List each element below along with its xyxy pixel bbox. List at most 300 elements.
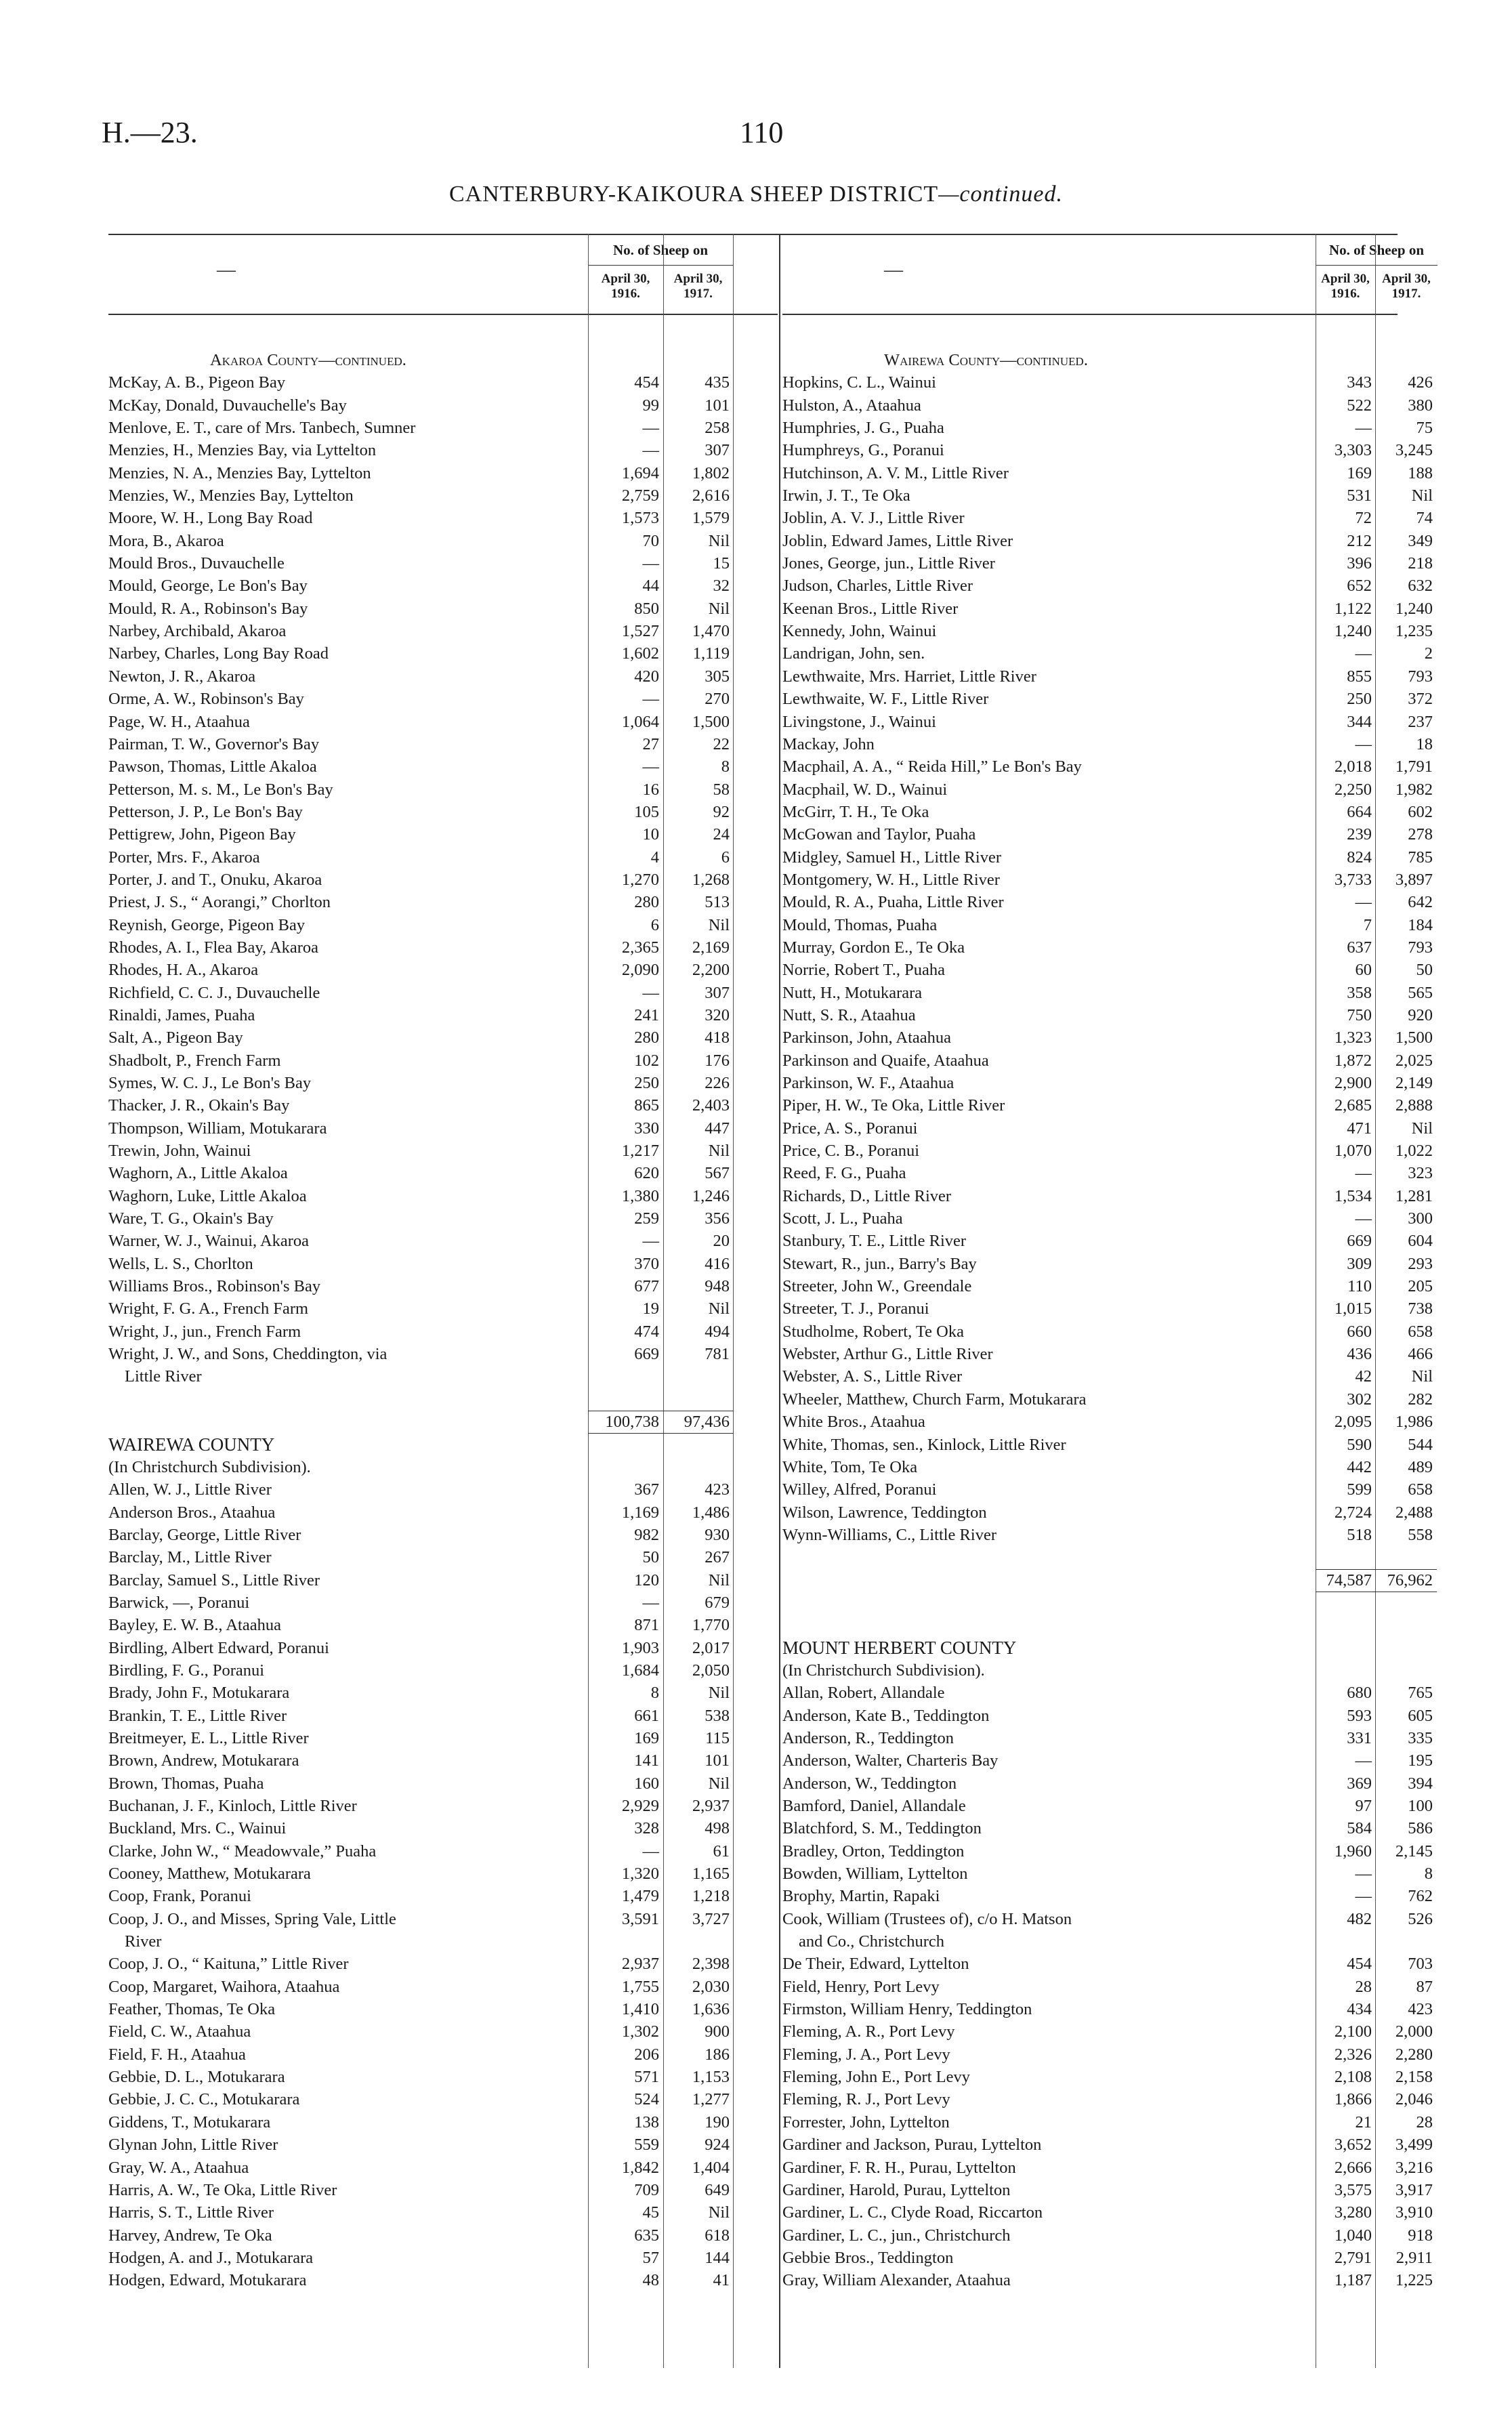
sheep-1916-value: — <box>1355 419 1372 438</box>
table-row <box>782 371 1433 394</box>
holder-name: Anderson Bros., Ataahua <box>108 1503 276 1522</box>
table-row <box>782 2247 1433 2269</box>
table-row <box>782 642 1433 665</box>
holder-name: Norrie, Robert T., Puaha <box>782 961 945 980</box>
holder-name: Symes, W. C. J., Le Bon's Bay <box>108 1074 312 1092</box>
sheep-1916-value: 2,666 <box>1334 2158 1372 2177</box>
sheep-1916-value: 309 <box>1347 1254 1372 1273</box>
sheep-1916-value: 45 <box>642 2203 659 2222</box>
right-rows <box>782 349 1433 2292</box>
sheep-1917-value: 2,488 <box>1395 1503 1433 1522</box>
sheep-1917-value: 679 <box>705 1593 730 1612</box>
sheep-1916-value: 2,250 <box>1334 780 1372 799</box>
holder-name: River <box>125 1932 162 1951</box>
sheep-1917-value: 6 <box>721 848 730 867</box>
sheep-1917-value: 2,000 <box>1395 2022 1433 2041</box>
table-row <box>782 1185 1433 1207</box>
sheep-1916-value: 1,064 <box>621 712 659 731</box>
sheep-1917-value: 781 <box>705 1345 730 1364</box>
holder-name: Hodgen, A. and J., Motukarara <box>108 2248 314 2267</box>
holder-name: Barclay, Samuel S., Little River <box>108 1571 320 1589</box>
table-row <box>108 1026 778 1049</box>
table-row <box>782 665 1433 688</box>
table-row <box>782 598 1433 620</box>
table-row <box>782 2179 1433 2201</box>
sheep-1916-value: 138 <box>634 2113 659 2132</box>
table-row <box>108 1524 778 1546</box>
holder-name: Gardiner, L. C., jun., Christchurch <box>782 2226 1011 2245</box>
holder-name: Stewart, R., jun., Barry's Bay <box>782 1254 977 1273</box>
sheep-1916-value: 331 <box>1347 1728 1372 1747</box>
holder-name: Webster, Arthur G., Little River <box>782 1345 993 1364</box>
sheep-1917-value: 218 <box>1408 554 1433 573</box>
sheep-1916-value: 2,090 <box>621 961 659 980</box>
table-row <box>782 711 1433 733</box>
holder-name: Petterson, M. s. M., Le Bon's Bay <box>108 780 333 799</box>
col-1917-head: April 30, 1917. <box>1382 272 1431 301</box>
sheep-1917-value: 544 <box>1408 1435 1433 1454</box>
sheep-1917-value: 3,917 <box>1395 2180 1433 2199</box>
sheep-1917-value: 188 <box>1408 463 1433 482</box>
page-title <box>0 182 1512 207</box>
sheep-1917-value: 41 <box>713 2271 730 2290</box>
table-row <box>108 1049 778 1072</box>
table-row <box>782 1094 1433 1117</box>
sheep-1917-value: 1,022 <box>1395 1142 1433 1161</box>
table-row <box>782 1930 1398 1953</box>
holder-name: Humphries, J. G., Puaha <box>782 419 944 438</box>
sheep-1917-value: 423 <box>705 1480 730 1499</box>
sheep-1917-value: 2,025 <box>1395 1051 1433 1070</box>
section-heading <box>782 349 1398 371</box>
sheep-1917-value: 642 <box>1408 893 1433 912</box>
table-row <box>782 462 1433 484</box>
sheep-1917-value: Nil <box>708 1774 730 1793</box>
sheep-1917-value: 2,616 <box>692 486 730 505</box>
sheep-1916-value: 590 <box>1347 1435 1372 1454</box>
sheep-1917-value: 2,046 <box>1395 2090 1433 2109</box>
table-row <box>782 1207 1433 1230</box>
holder-name: Price, C. B., Poranui <box>782 1142 920 1161</box>
holder-name: Thompson, William, Motukarara <box>108 1119 327 1138</box>
sheep-1917-value: Nil <box>708 915 730 934</box>
holder-name: Cooney, Matthew, Motukarara <box>108 1865 311 1884</box>
table-row <box>782 1026 1433 1049</box>
sheep-1917-value: 226 <box>705 1074 730 1092</box>
holder-name: Hodgen, Edward, Motukarara <box>108 2271 307 2290</box>
holder-name: and Co., Christchurch <box>799 1932 945 1951</box>
sheep-1917-value: 586 <box>1408 1819 1433 1838</box>
sheep-1917-value: 101 <box>705 396 730 415</box>
table-row <box>108 665 778 688</box>
sheep-1917-value: 349 <box>1408 531 1433 550</box>
col-1916-head: April 30, 1916. <box>1321 272 1370 301</box>
sheep-1916-value: 2,759 <box>621 486 659 505</box>
sheep-1917-value: 703 <box>1408 1955 1433 1974</box>
section-label: (In Christchurch Subdivision). <box>782 1661 985 1680</box>
sheep-1916-value: 677 <box>634 1277 659 1296</box>
sheep-1917-value: 3,245 <box>1395 441 1433 460</box>
table-row <box>108 1478 778 1501</box>
sheep-1917-value: 101 <box>705 1751 730 1770</box>
table-row <box>782 1411 1433 1433</box>
table-row <box>108 371 778 394</box>
sheep-1916-value: 19 <box>642 1299 659 1318</box>
sheep-1917-value: 24 <box>713 825 730 844</box>
sheep-1917-value: 738 <box>1408 1299 1433 1318</box>
table-row <box>108 1749 778 1772</box>
sheep-1916-value: 1,240 <box>1334 622 1372 641</box>
table-row <box>108 1072 778 1094</box>
sheep-1916-value: 2,937 <box>621 1955 659 1974</box>
holder-name: Newton, J. R., Akaroa <box>108 667 256 686</box>
left-column <box>108 234 778 2368</box>
sheep-1917-value: 1,153 <box>692 2068 730 2087</box>
sheep-1917-value: 1,268 <box>692 870 730 889</box>
sheep-1916-value: 524 <box>634 2090 659 2109</box>
table-row <box>782 733 1433 755</box>
sheep-1916-value: 474 <box>634 1322 659 1341</box>
holder-name: Mould, Thomas, Puaha <box>782 915 938 934</box>
sheep-1917-value: 18 <box>1416 734 1433 753</box>
holder-name: Gebbie, D. L., Motukarara <box>108 2068 285 2087</box>
table-row <box>782 1049 1433 1072</box>
holder-name: Menzies, W., Menzies Bay, Lyttelton <box>108 486 354 505</box>
table-row <box>782 1885 1433 1907</box>
table-row <box>108 1185 778 1207</box>
sheep-1916-value: 3,733 <box>1334 870 1372 889</box>
sheep-1917-value: 356 <box>705 1209 730 1228</box>
table-row <box>108 1569 778 1592</box>
sheep-1917-value: 8 <box>1424 1865 1433 1884</box>
sheep-1916-value: 7 <box>1363 915 1372 934</box>
sheep-1917-value: 205 <box>1408 1277 1433 1296</box>
table-row <box>782 394 1433 417</box>
sheep-1916-value: — <box>1355 1164 1372 1183</box>
sheep-1917-value: 418 <box>705 1028 730 1047</box>
report-reference: H.—23. <box>102 116 198 149</box>
holder-name: McKay, Donald, Duvauchelle's Bay <box>108 396 347 415</box>
table-row <box>108 1275 778 1297</box>
sheep-1917-value: 2,888 <box>1395 1096 1433 1115</box>
sheep-1917-value: 2 <box>1424 644 1433 663</box>
table-row <box>108 823 778 846</box>
holder-name: White, Tom, Te Oka <box>782 1457 918 1476</box>
sheep-1917-value: 320 <box>705 1005 730 1024</box>
sheep-1916-value: 100,738 <box>605 1413 659 1432</box>
holder-name: White Bros., Ataahua <box>782 1413 925 1432</box>
sheep-1916-value: 344 <box>1347 712 1372 731</box>
table-row <box>108 711 778 733</box>
holder-name: Rinaldi, James, Puaha <box>108 1005 255 1024</box>
sheep-1916-value: 302 <box>1347 1390 1372 1409</box>
sheep-1916-value: 871 <box>634 1616 659 1635</box>
sheep-1917-value: 920 <box>1408 1005 1433 1024</box>
sheep-1916-value: — <box>1355 1865 1372 1884</box>
holder-name: Lewthwaite, Mrs. Harriet, Little River <box>782 667 1036 686</box>
sheep-1917-value: 100 <box>1408 1797 1433 1815</box>
sheep-1917-value: 176 <box>705 1051 730 1070</box>
sheep-1916-value: 1,479 <box>621 1887 659 1906</box>
sheep-1916-value: — <box>642 690 659 709</box>
sheep-1916-value: — <box>1355 644 1372 663</box>
sheep-1917-value: 282 <box>1408 1390 1433 1409</box>
table-row <box>108 1795 778 1817</box>
holder-name: Parkinson, John, Ataahua <box>782 1028 952 1047</box>
holder-name: Clarke, John W., “ Meadowvale,” Puaha <box>108 1842 377 1860</box>
sheep-1916-value: 160 <box>634 1774 659 1793</box>
sheep-1916-value: 680 <box>1347 1684 1372 1703</box>
sheep-1916-value: 3,280 <box>1334 2203 1372 2222</box>
table-row <box>782 869 1433 891</box>
holder-name: Shadbolt, P., French Farm <box>108 1051 281 1070</box>
section-label: Wairewa County—continued. <box>884 351 1088 369</box>
sheep-1916-value: 3,591 <box>621 1909 659 1928</box>
table-row <box>108 1998 778 2020</box>
holder-name: Mackay, John <box>782 734 875 753</box>
sheep-1917-value: 565 <box>1408 983 1433 1002</box>
holder-name: Fleming, R. J., Port Levy <box>782 2090 950 2109</box>
holder-name: Bowden, William, Lyttelton <box>782 1865 968 1884</box>
holder-name: Livingstone, J., Wainui <box>782 712 936 731</box>
table-row <box>108 1388 778 1411</box>
holder-name: Mould, R. A., Robinson's Bay <box>108 599 308 618</box>
sheep-1917-value: 1,470 <box>692 622 730 641</box>
sheep-1917-value: Nil <box>1411 1119 1433 1138</box>
table-row <box>108 869 778 891</box>
sheep-1917-value: 762 <box>1408 1887 1433 1906</box>
table-row <box>108 1614 778 1636</box>
sheep-1916-value: 4 <box>650 848 659 867</box>
section-label: MOUNT HERBERT COUNTY <box>782 1637 1017 1658</box>
sheep-1917-value: 466 <box>1408 1345 1433 1364</box>
total-row <box>782 1569 1433 1592</box>
table-row <box>108 778 778 801</box>
sheep-1917-value: 22 <box>713 734 730 753</box>
sheep-1917-value: 305 <box>705 667 730 686</box>
table-row <box>782 1998 1433 2020</box>
holder-name: Joblin, A. V. J., Little River <box>782 509 965 528</box>
holder-name: Bayley, E. W. B., Ataahua <box>108 1616 281 1635</box>
holder-name: Keenan Bros., Little River <box>782 599 959 618</box>
table-row <box>782 1592 1398 1614</box>
sheep-1916-value: 1,122 <box>1334 599 1372 618</box>
sheep-1916-value: 442 <box>1347 1457 1372 1476</box>
holder-name: Barwick, —, Poranui <box>108 1593 250 1612</box>
sheep-1917-value: 1,770 <box>692 1616 730 1635</box>
table-row <box>782 1297 1433 1320</box>
table-row <box>782 1953 1433 1975</box>
table-row <box>782 914 1433 936</box>
holder-name: Gardiner and Jackson, Purau, Lyttelton <box>782 2136 1042 2155</box>
holder-name: Mould, George, Le Bon's Bay <box>108 577 308 596</box>
table-row <box>108 1705 778 1727</box>
holder-name: Lewthwaite, W. F., Little River <box>782 690 989 709</box>
table-row <box>108 2179 778 2201</box>
table-row <box>782 552 1433 575</box>
sheep-1917-value: 948 <box>705 1277 730 1296</box>
sheep-1916-value: 669 <box>634 1345 659 1364</box>
sheep-1916-value: 1,903 <box>621 1638 659 1657</box>
sheep-1916-value: 358 <box>1347 983 1372 1002</box>
sheep-1916-value: 1,380 <box>621 1186 659 1205</box>
table-row <box>108 394 778 417</box>
sheep-1917-value: 87 <box>1416 1977 1433 1996</box>
sheep-1916-value: 1,573 <box>621 509 659 528</box>
sheep-1916-value: 396 <box>1347 554 1372 573</box>
holder-name: Judson, Charles, Little River <box>782 577 973 596</box>
left-rows <box>108 349 778 2292</box>
sheep-1917-value: 267 <box>705 1548 730 1567</box>
section-subheading <box>782 1659 1398 1682</box>
holder-name: Warner, W. J., Wainui, Akaroa <box>108 1232 310 1251</box>
sheep-1917-value: 924 <box>705 2136 730 2155</box>
sheep-1917-value: 765 <box>1408 1684 1433 1703</box>
sheep-1916-value: — <box>642 441 659 460</box>
table-row <box>108 2134 778 2156</box>
holder-name: Gardiner, L. C., Clyde Road, Riccarton <box>782 2203 1043 2222</box>
holder-name: Wynn-Williams, C., Little River <box>782 1525 996 1544</box>
sheep-1917-value: 426 <box>1408 373 1433 392</box>
table-row <box>108 2111 778 2134</box>
table-row <box>782 2269 1433 2291</box>
sheep-1917-value: Nil <box>708 1571 730 1589</box>
table-row <box>108 914 778 936</box>
table-row <box>108 484 778 507</box>
sheep-1917-value: 2,280 <box>1395 2045 1433 2064</box>
table-row <box>108 2157 778 2179</box>
holder-name: Wilson, Lawrence, Teddington <box>782 1503 987 1522</box>
sheep-1916-value: 2,929 <box>621 1797 659 1815</box>
sheep-1917-value: 307 <box>705 441 730 460</box>
table-row <box>108 2043 778 2066</box>
sheep-1916-value: — <box>642 1842 659 1860</box>
holder-name: Macphail, W. D., Wainui <box>782 780 948 799</box>
holder-name: Priest, J. S., “ Aorangi,” Chorlton <box>108 893 331 912</box>
sheep-1917-value: 1,218 <box>692 1887 730 1906</box>
sheep-1916-value: 1,866 <box>1334 2090 1372 2109</box>
table-row <box>782 2201 1433 2224</box>
table-row <box>782 778 1433 801</box>
table-row <box>782 1275 1433 1297</box>
holder-name: Gray, W. A., Ataahua <box>108 2158 249 2177</box>
table-row <box>108 598 778 620</box>
sheep-1916-value: 27 <box>642 734 659 753</box>
holder-name: Bamford, Daniel, Allandale <box>782 1797 966 1815</box>
holder-name: Anderson, R., Teddington <box>782 1728 954 1747</box>
total-rule <box>1316 1569 1437 1570</box>
sheep-1917-value: Nil <box>708 2203 730 2222</box>
sheep-1916-value: 620 <box>634 1164 659 1183</box>
sheep-1917-value: 2,158 <box>1395 2068 1433 2087</box>
holder-name: Streeter, John W., Greendale <box>782 1277 972 1296</box>
sheep-1916-value: 2,018 <box>1334 757 1372 776</box>
holder-name: Pairman, T. W., Governor's Bay <box>108 734 320 753</box>
sheep-1916-value: 1,842 <box>621 2158 659 2177</box>
head-hline <box>588 265 733 266</box>
table-row <box>782 2224 1433 2247</box>
holder-name: Thacker, J. R., Okain's Bay <box>108 1096 290 1115</box>
table-row <box>782 1976 1433 1998</box>
holder-name: Price, A. S., Poranui <box>782 1119 918 1138</box>
holder-name: Mora, B., Akaroa <box>108 531 224 550</box>
sheep-1916-value: 72 <box>1355 509 1372 528</box>
table-row <box>108 846 778 869</box>
head-hline <box>1316 265 1437 266</box>
sheep-1916-value: 70 <box>642 531 659 550</box>
sheep-1917-value: 258 <box>705 419 730 438</box>
table-row <box>108 1885 778 1907</box>
table-row <box>782 1795 1433 1817</box>
sheep-1917-value: 2,030 <box>692 1977 730 1996</box>
sheep-1916-value: 110 <box>1347 1277 1372 1296</box>
sheep-1917-value: 423 <box>1408 2000 1433 2019</box>
table-row <box>782 1478 1433 1501</box>
table-row <box>108 2269 778 2291</box>
sheep-1917-value: 1,281 <box>1395 1186 1433 1205</box>
holder-name: Trewin, John, Wainui <box>108 1142 251 1161</box>
table-row <box>108 936 778 959</box>
sheep-1917-value: 186 <box>705 2045 730 2064</box>
col-1917-head: April 30, 1917. <box>673 272 723 301</box>
sheep-1916-value: 982 <box>634 1525 659 1544</box>
right-table-head <box>782 234 1431 315</box>
holder-name: Williams Bros., Robinson's Bay <box>108 1277 321 1296</box>
table-row <box>782 575 1433 597</box>
sheep-1916-value: 57 <box>642 2248 659 2267</box>
holder-name: Jones, George, jun., Little River <box>782 554 995 573</box>
sheep-1916-value: 1,040 <box>1334 2226 1372 2245</box>
table-row <box>108 1592 778 1614</box>
sheep-1916-value: 280 <box>634 1028 659 1047</box>
holder-name: Birdling, Albert Edward, Poranui <box>108 1638 329 1657</box>
sheep-1917-value: 605 <box>1408 1706 1433 1725</box>
holder-name: De Their, Edward, Lyttelton <box>782 1955 969 1974</box>
sheep-1916-value: 97 <box>1355 1797 1372 1815</box>
sheep-1917-value: 793 <box>1408 667 1433 686</box>
sheep-1916-value: 584 <box>1347 1819 1372 1838</box>
table-row <box>108 507 778 529</box>
sheep-1916-value: 330 <box>634 1119 659 1138</box>
holder-name: Nutt, H., Motukarara <box>782 983 923 1002</box>
holder-name: Pettigrew, John, Pigeon Bay <box>108 825 296 844</box>
total-row <box>108 1411 778 1433</box>
table-row <box>782 1434 1433 1456</box>
sheep-1917-value: 1,500 <box>692 712 730 731</box>
holder-name: Petterson, J. P., Le Bon's Bay <box>108 802 303 821</box>
sheep-1917-value: 372 <box>1408 690 1433 709</box>
table-row <box>108 1930 778 1953</box>
sheep-1917-value: 2,169 <box>692 938 730 957</box>
sheep-1916-value: — <box>1355 1209 1372 1228</box>
holder-name: Coop, J. O., and Misses, Spring Vale, Little <box>108 1909 396 1928</box>
table-row <box>108 462 778 484</box>
table-row <box>782 439 1433 461</box>
sheep-1917-value: 15 <box>713 554 730 573</box>
sheep-1916-value: 559 <box>634 2136 659 2155</box>
sheep-1916-value: 60 <box>1355 961 1372 980</box>
sheep-1916-value: 367 <box>634 1480 659 1499</box>
sheep-1917-value: 1,791 <box>1395 757 1433 776</box>
table-row <box>782 1388 1433 1411</box>
sheep-1916-value: — <box>1355 893 1372 912</box>
sheep-1917-value: 2,200 <box>692 961 730 980</box>
sheep-1916-value: 369 <box>1347 1774 1372 1793</box>
table-row <box>782 1365 1433 1388</box>
sheep-1917-value: 92 <box>713 802 730 821</box>
sheep-1917-value: 2,145 <box>1395 1842 1433 1860</box>
sheep-1916-value: 2,791 <box>1334 2248 1372 2267</box>
